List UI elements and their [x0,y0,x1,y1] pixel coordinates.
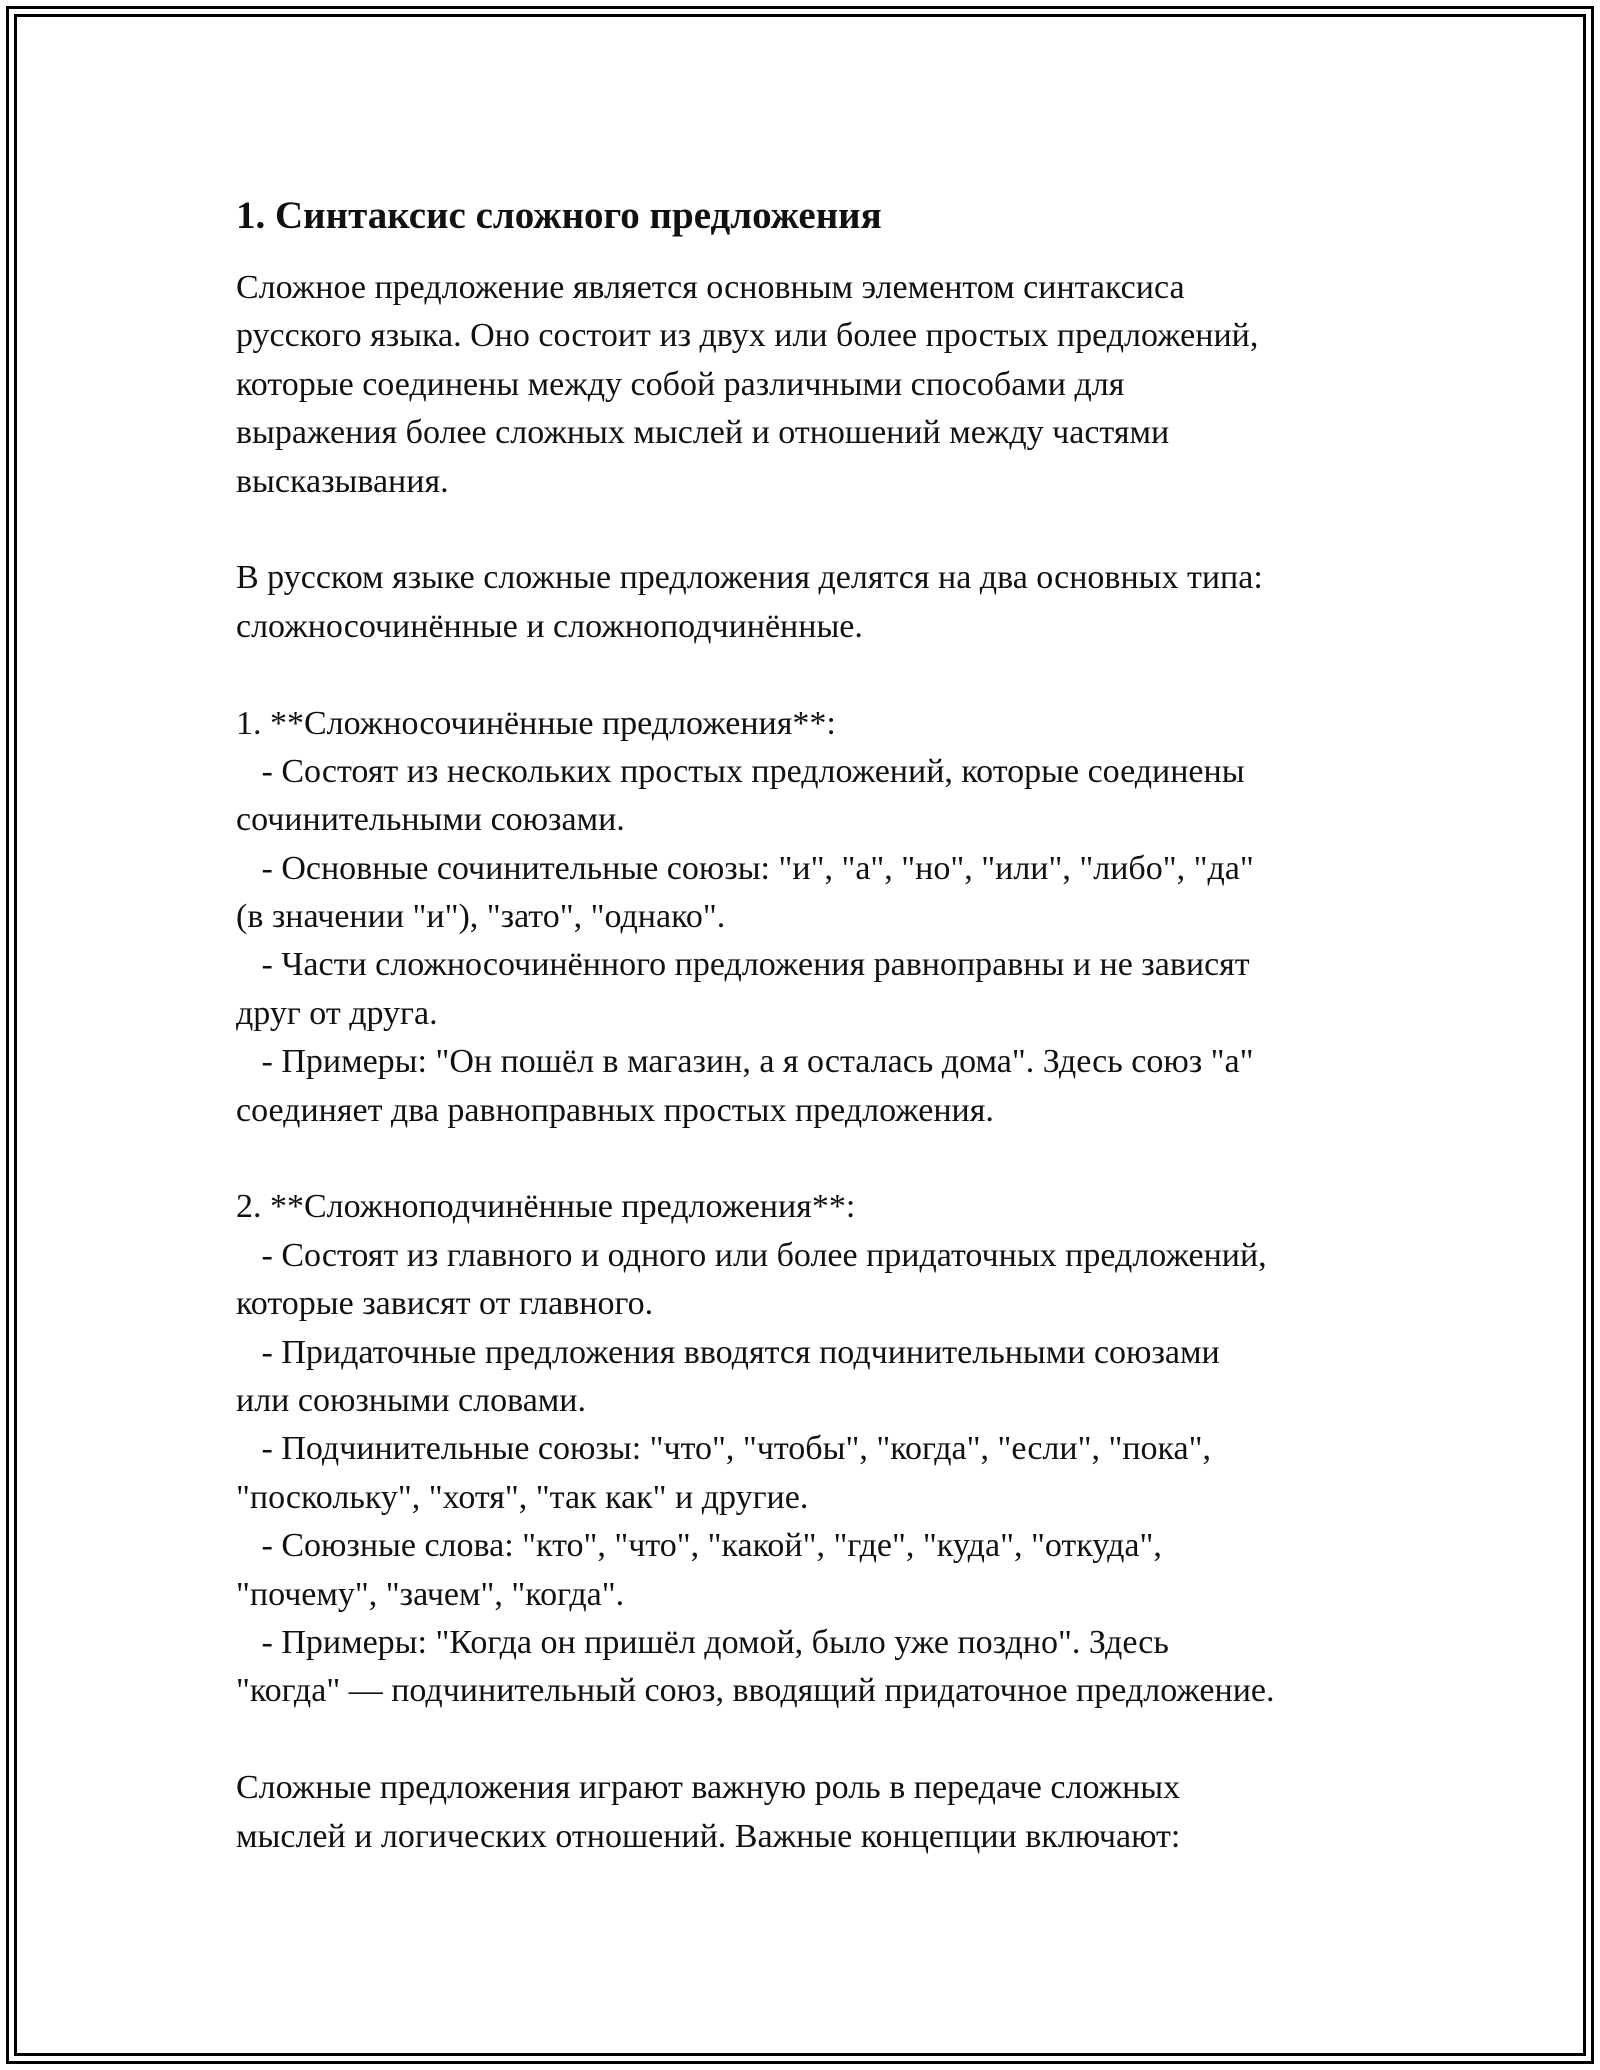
list-item-line: сочинительными союзами. [236,801,625,839]
list-item-line: - Основные сочинительные союзы: "и", "а", "но", "или", "либо", "да" [236,849,1254,887]
text-line: которые соединены между собой различными способами для [236,365,1125,403]
text-line: выражения более сложных мыслей и отношений между частями [236,414,1170,452]
blank-line [236,651,1416,699]
blank-line [236,1716,1416,1764]
list-item-line: соединяет два равноправных простых предложения. [236,1091,994,1129]
text-line: сложносочинённые и сложноподчинённые. [236,607,863,645]
list-item-line: - Примеры: "Когда он пришёл домой, было уже поздно". Здесь [236,1623,1169,1661]
list-item-line: "когда" — подчинительный союз, вводящий придаточное предложение. [236,1672,1275,1710]
text-line: Сложное предложение является основным элементом синтаксиса [236,269,1185,306]
list-item-line: - Состоят из главного и одного или более придаточных предложений, [236,1236,1267,1274]
list-item-line: - Состоят из нескольких простых предложений, которые соединены [236,752,1245,790]
document-page [236,188,1416,1861]
list-item-line: (в значении "и"), "зато", "однако". [236,898,726,936]
list-item-line: - Союзные слова: "кто", "что", "какой", "где", "куда", "откуда", [236,1527,1162,1565]
list-item-line: "поскольку", "хотя", "так как" и другие. [236,1478,809,1516]
text-line: русского языка. Оно состоит из двух или более простых предложений, [236,317,1259,355]
text-line: мыслей и логических отношений. Важные концепции включают: [236,1817,1181,1855]
section-title: 1. Синтаксис сложного предложения [236,194,882,237]
text-line: высказывания. [236,462,449,500]
text-line: В русском языке сложные предложения делятся на два основных типа: [236,559,1263,597]
list-item-line: или союзными словами. [236,1381,586,1419]
list-item-line: - Придаточные предложения вводятся подчинительными союзами [236,1333,1220,1371]
text-line: Сложные предложения играют важную роль в передаче сложных [236,1769,1181,1807]
list-item-line: - Примеры: "Он пошёл в магазин, а я осталась дома". Здесь союз "а" [236,1043,1254,1081]
list-item-line: друг от друга. [236,994,438,1032]
list-heading: 1. **Сложносочинённые предложения**: [236,704,836,742]
blank-line [236,1135,1416,1183]
blank-line [236,506,1416,554]
list-item-line: - Подчинительные союзы: "что", "чтобы", "когда", "если", "пока", [236,1430,1212,1468]
list-item-line: - Части сложносочинённого предложения равноправны и не зависят [236,946,1250,984]
list-item-line: которые зависят от главного. [236,1285,654,1323]
document-body [236,264,1416,1861]
list-item-line: "почему", "зачем", "когда". [236,1575,625,1613]
list-heading: 2. **Сложноподчинённые предложения**: [236,1188,856,1226]
